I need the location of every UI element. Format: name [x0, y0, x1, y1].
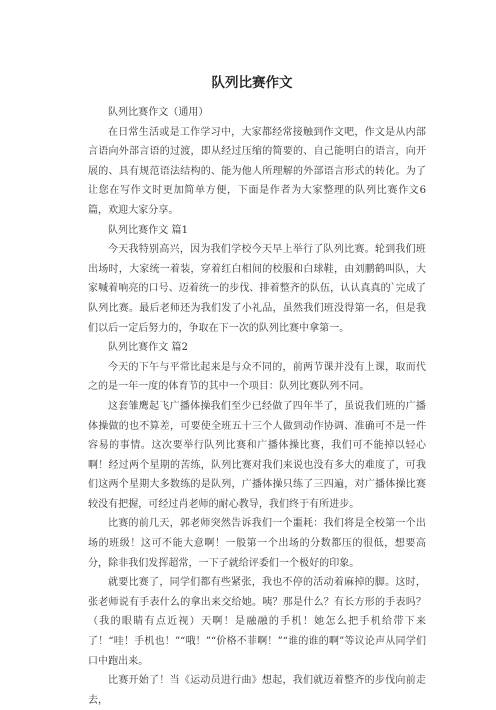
section-heading-2: 队列比赛作文 篇2	[108, 342, 188, 354]
body-paragraph: 今天我特别高兴，因为我们学校今天早上举行了队列比赛。轮到我们班出场时，大家统一着装，穿着红白相间的校服和白球鞋，由刘鹏鹤叫队，大家喊着响亮的口号、迈着统一的步伐、排着整齐的队伍，认认真真的`完成了队列比赛。最后老师还为我们发了小礼品，虽然我们班没得第一名，但是我们以后一定后努力的，争取在下一次的队列比赛中拿第一。	[88, 244, 426, 334]
section-heading-1: 队列比赛作文 篇1	[108, 224, 188, 236]
body-paragraph: 这套雏鹰起飞广播体操我们至少已经做了四年半了，虽说我们班的广播体操做的也不算差，可要使全班五十三个人做到动作协调、准确可不是一件容易的事情。这次要举行队列比赛和广播体操比赛，我们可不能掉以轻心啊！经过两个星期的苦练，队列比赛对我们来说也没有多大的难度了，可我们这两个星期大多数练的是队列，广播体操只练了三四遍，对广播体操比赛较没有把握，可经过肖老师的耐心教导，我们终于有所进步。	[88, 400, 426, 510]
body-paragraph: 就要比赛了，同学们都有些紧张，我也不停的活动着麻掉的脚。这时，张老师说有手表什么的拿出来交给她。咦？那是什么？有长方形的手表吗？（我的眼睛有点近视）天啊！是融融的手机！她怎么把手机给带下来了！“哇！手机也！”“哦！”“价格不菲啊！”“谁的谁的啊”等议论声从同学们口中跑出来。	[88, 577, 426, 667]
body-paragraph: 今天的下午与平常比起来是与众不同的，前两节课并没有上课，取而代之的是一年一度的体育节的其中一个项目：队列比赛队列不同。	[88, 361, 426, 393]
body-paragraph: 比赛的前几天，郭老师突然告诉我们一个噩耗：我们将是全校第一个出场的班级！这可不能大意啊！一般第一个出场的分数都压的很低，想要高分，除非我们发挥超常，一下子就给评委们一个极好的印象。	[88, 518, 426, 569]
document-title: 队列比赛作文	[211, 75, 293, 91]
subtitle-paragraph: 队列比赛作文（通用）	[108, 107, 209, 118]
intro-paragraph: 在日常生活或是工作学习中，大家都经常接触到作文吧，作文是从内部言语向外部言语的过渡，即从经过压缩的简要的、自己能明白的语言，向开展的、具有规范语法结构的、能为他人所理解的外部语言形式的转化。为了让您在写作文时更加简单方便，下面是作者为大家整理的队列比赛作文6篇，欢迎大家分享。	[88, 126, 426, 216]
body-paragraph: 比赛开始了！当《运动员进行曲》想起，我们就迈着整齐的步伐向前走去，	[88, 675, 426, 706]
